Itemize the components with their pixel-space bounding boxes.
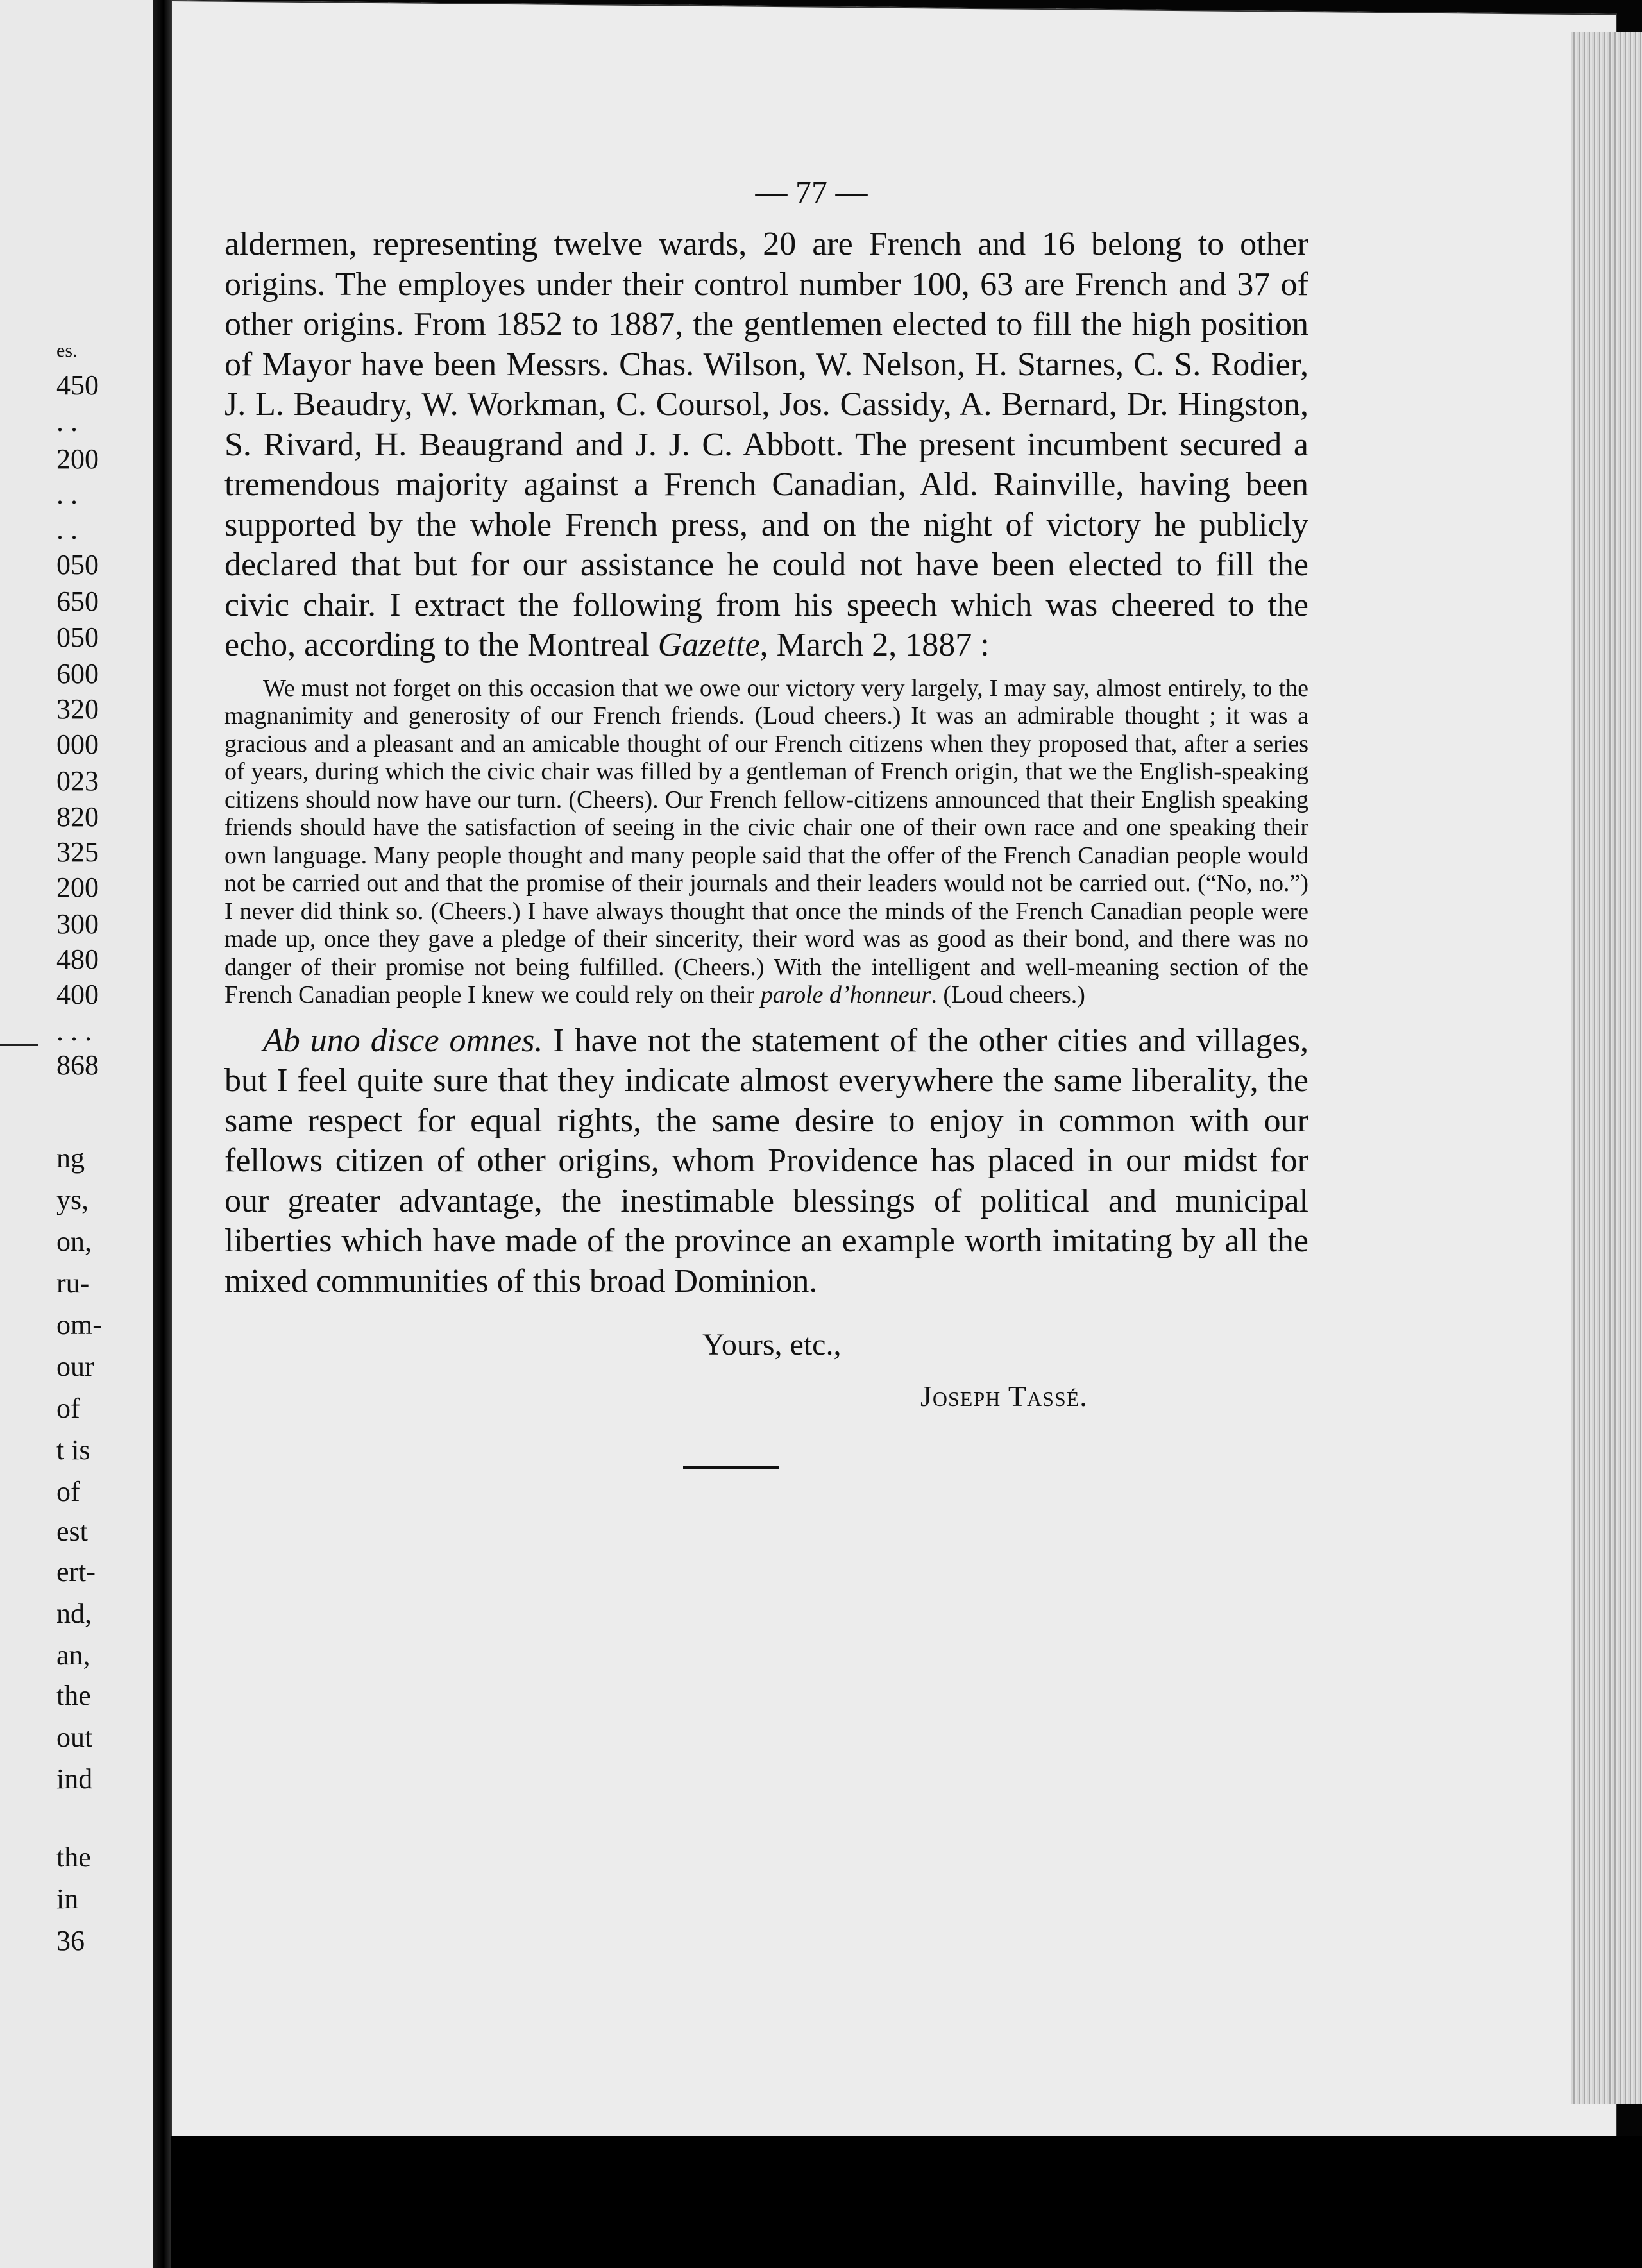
left-page-fragment: . . .: [56, 1015, 92, 1047]
paragraph-text: aldermen, representing twelve wards, 20 are French and 16 belong to other origins. The employes under their control number 100, 63 are French and 37 of other origins. From 1852 to 1887, the gentlemen elected to fill the high position of Mayor have been Messrs. Chas. Wilson, W. Nelson, H. Starnes, C. S. Rodier, J. L. Beaudry, W. Workman, C. Coursol, Jos. Cassidy, A. Bernard, Dr. Hingston, S. Rivard, H. Beaugrand and J. J. C. Abbott. The present incumbent secured a tremendous majority against a French Canadian, Ald. Rainville, having been supported by the whole French press, and on the night of victory he publicly declared that but for our assistance he could not have been elected to fill the civic chair. I extract the following from his speech which was cheered to the echo, according to the Montreal: [224, 226, 1308, 663]
left-page-fragment: an,: [56, 1639, 90, 1671]
left-page-fragment: the: [56, 1841, 91, 1873]
left-page-fragment: 320: [56, 693, 99, 725]
left-page-fragment: 325: [56, 836, 99, 868]
left-page-fragment: ng: [56, 1142, 85, 1174]
left-page-fragment: on,: [56, 1226, 92, 1257]
scan-background: [171, 2136, 1642, 2268]
signature: Joseph Tassé.: [920, 1380, 1088, 1412]
left-page-fragment: 000: [56, 729, 99, 760]
quotation-text-end: . (Loud cheers.): [931, 981, 1085, 1008]
left-page-fragment: 400: [56, 979, 99, 1010]
newspaper-title: Gazette: [657, 627, 760, 663]
left-page-fragment: of: [56, 1392, 80, 1424]
left-page-fragment: . .: [56, 406, 78, 437]
left-page-fragment: 023: [56, 765, 99, 797]
left-page: [0, 0, 153, 2268]
left-page-fragment: ys,: [56, 1184, 89, 1215]
valediction: Yours, etc.,: [702, 1328, 842, 1362]
left-page-fragment: 050: [56, 549, 99, 580]
left-page-fragment: ert-: [56, 1556, 96, 1587]
gutter-shadow: [153, 0, 171, 2268]
left-page-fragment: ind: [56, 1763, 93, 1795]
closing-text: I have not the statement of the other cities and villages, but I feel quite sure that they indicate almost everywhere the same liberality, the same respect for equal rights, the same desire to enjoy in common with our fellows citizen of other origins, whom Providence has placed in our midst for our greater advantage, the inestimable blessings of political and municipal liberties which have made of the province an example worth imitating by all the mixed communities of this broad Dominion.: [224, 1022, 1308, 1299]
left-page-fragment: es.: [56, 340, 78, 361]
left-page-fragment: 200: [56, 443, 99, 475]
page-content: [224, 173, 1308, 1469]
left-page-fragment: our: [56, 1351, 94, 1382]
page-stack-edge: [1571, 32, 1642, 2104]
left-page-fragment: 200: [56, 872, 99, 903]
left-page-fragment: 36: [56, 1925, 85, 1956]
left-page-fragment: 868: [56, 1049, 99, 1081]
left-page-fragment: om-: [56, 1309, 102, 1341]
left-page-fragment: 050: [56, 622, 99, 653]
left-page-fragment: 600: [56, 658, 99, 690]
left-page-fragment: est: [56, 1516, 88, 1547]
left-page-fragment: t is: [56, 1434, 90, 1466]
left-page-fragment: 650: [56, 586, 99, 617]
page-number: — 77 —: [755, 174, 868, 210]
left-page-fragment: 820: [56, 801, 99, 833]
paragraph-text-end: , March 2, 1887 :: [759, 627, 990, 663]
end-rule: [683, 1466, 779, 1469]
left-page-fragment: 450: [56, 369, 99, 401]
left-page-fragment: of: [56, 1476, 80, 1507]
left-page-fragment: nd,: [56, 1598, 92, 1629]
latin-phrase: Ab uno disce omnes.: [263, 1022, 543, 1059]
left-page-fragment: out: [56, 1722, 93, 1753]
left-page-fragment: in: [56, 1883, 79, 1915]
left-page-fragment: 300: [56, 908, 99, 940]
speech-quotation: [224, 675, 1308, 1010]
left-page-rule: [0, 1044, 38, 1046]
left-page-fragments: [0, 0, 153, 2268]
left-page-fragment: . .: [56, 514, 78, 545]
left-page-fragment: ru-: [56, 1267, 90, 1299]
left-page-fragment: 480: [56, 944, 99, 975]
closing-paragraph: [224, 1021, 1308, 1302]
quotation-italic-phrase: parole d’honneur: [760, 981, 931, 1008]
body-paragraph: [224, 224, 1308, 666]
left-page-fragment: . .: [56, 478, 78, 510]
quotation-text: We must not forget on this occasion that we owe our victory very largely, I may say, almost entirely, to the magnanimity and generosity of our French friends. (Loud cheers.) It was an admirable thought ; it was a gracious and a pleasant and an amicable thought of our French citizens when they proposed that, after a series of years, during which the civic chair was filled by a gentleman of French origin, that we the English-speaking citizens should now have our turn. (Cheers). Our French fellow-citizens announced that their English speaking friends should have the satisfaction of seeing in the civic chair one of their own race and one speaking their own language. Many people thought and many people said that the offer of the French Canadian people would not be carried out and that the promise of their journals and their leaders would not be carried out. (“No, no.”) I never did think so. (Cheers.) I have always thought that once the minds of the French Canadian people were made up, once they gave a pledge of their sincerity, their word was as good as their bond, and there was no danger of their promise not being fulfilled. (Cheers.) With the intelligent and well-meaning section of the French Canadian people I knew we could rely on their: [224, 674, 1308, 1008]
left-page-fragment: the: [56, 1680, 91, 1711]
